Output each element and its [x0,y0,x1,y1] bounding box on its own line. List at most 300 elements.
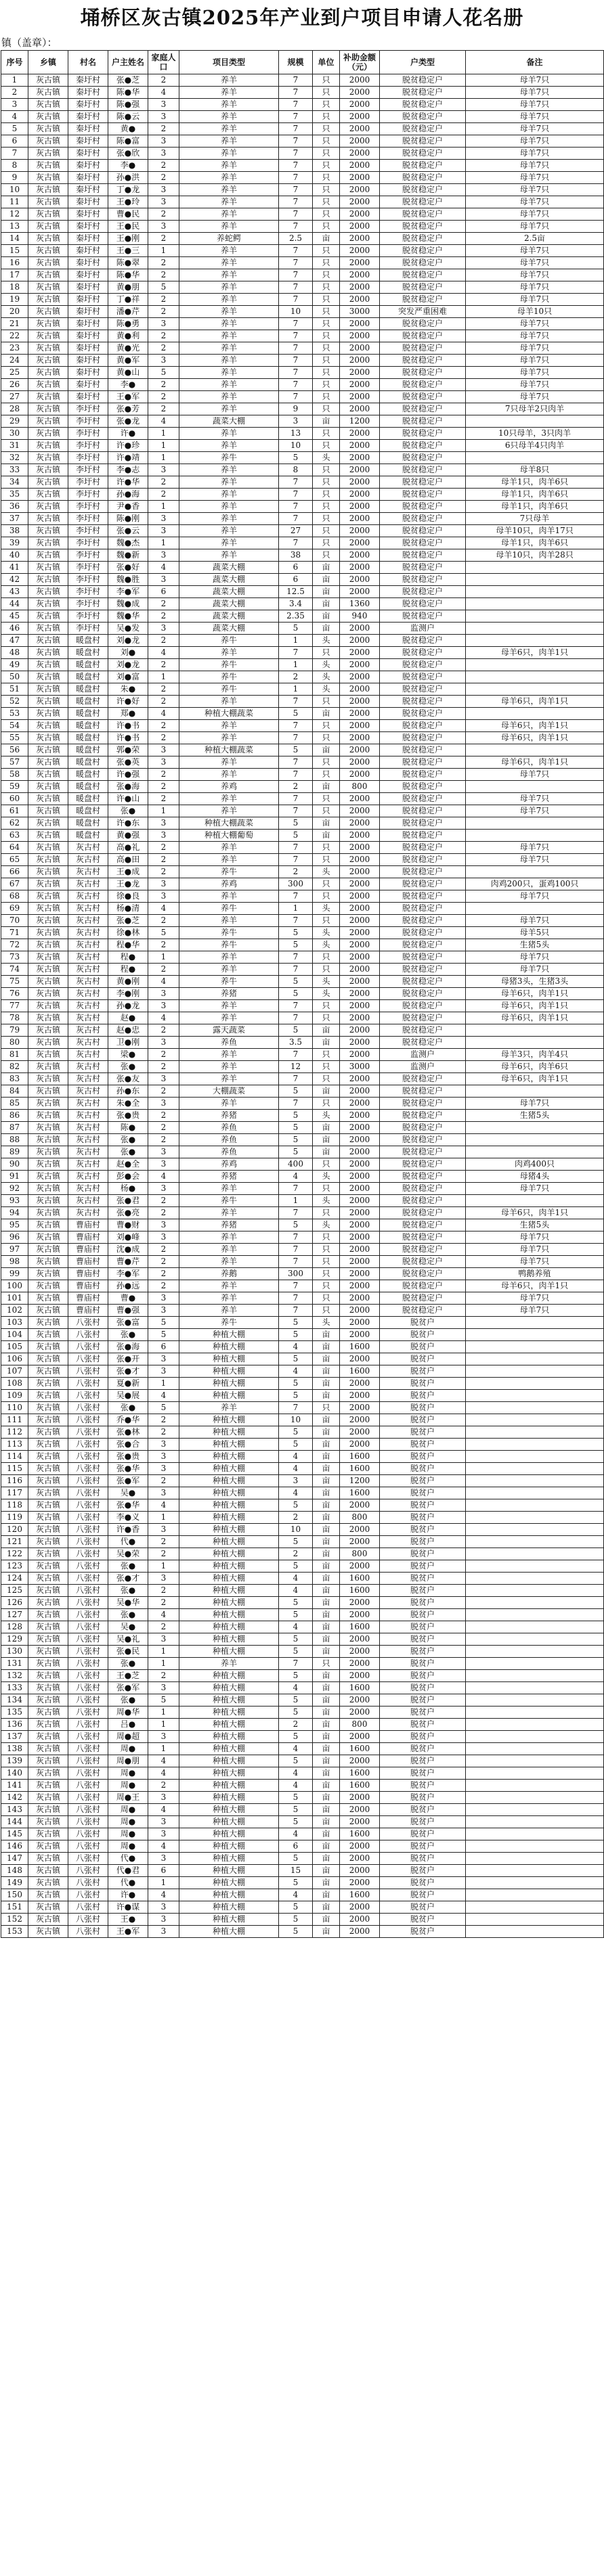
col-index-cell: 87 [1,1122,28,1134]
col-family-size-cell: 4 [148,1755,179,1767]
col-village-cell: 曹庙村 [68,1280,108,1292]
col-householder-cell: 彭●会 [108,1171,148,1183]
col-town-cell: 灰古镇 [28,1280,68,1292]
col-scale-cell: 5 [279,1353,313,1365]
col-index-cell: 122 [1,1548,28,1560]
col-subsidy-cell: 1600 [340,1341,380,1353]
col-project-type-cell: 种植大棚 [179,1341,279,1353]
col-householder-cell: 周●王 [108,1792,148,1804]
col-town-cell: 灰古镇 [28,1353,68,1365]
col-project-type-cell: 蔬菜大棚 [179,574,279,586]
col-unit-cell: 亩 [313,830,340,842]
col-subsidy-cell: 2000 [340,74,380,87]
col-project-type-cell: 养羊 [179,306,279,318]
col-householder-cell: 张●海 [108,1341,148,1353]
col-index-cell: 81 [1,1049,28,1061]
table-row [1,1317,604,1329]
col-village-cell: 李圩村 [68,403,108,415]
col-unit-cell: 亩 [313,1439,340,1451]
col-index-cell: 61 [1,805,28,817]
col-remarks-cell: 母猪3头，生猪3头 [466,976,604,988]
col-index-cell: 46 [1,623,28,635]
col-subsidy-cell: 2000 [340,1901,380,1914]
col-scale-cell: 4 [279,1365,313,1378]
col-householder-cell: 吕● [108,1719,148,1731]
col-subsidy-cell: 2000 [340,1731,380,1743]
col-project-type-cell: 种植大棚 [179,1439,279,1451]
col-householder-cell: 陈●华 [108,269,148,281]
col-family-size-cell: 3 [148,623,179,635]
col-unit-cell: 只 [313,221,340,233]
col-village-cell: 秦圩村 [68,99,108,111]
col-project-type-cell: 种植大棚 [179,1329,279,1341]
col-family-size-cell: 3 [148,549,179,562]
col-index-cell: 16 [1,257,28,269]
col-village-cell: 灰古村 [68,890,108,903]
col-family-size-cell: 2 [148,269,179,281]
col-unit-cell: 亩 [313,1353,340,1365]
col-project-type-cell: 养羊 [179,367,279,379]
col-scale-cell: 7 [279,1256,313,1268]
table-row [1,1512,604,1524]
col-unit-cell: 只 [313,1012,340,1024]
table-row [1,1621,604,1633]
col-householder-cell: 张● [108,1658,148,1670]
col-subsidy-cell: 1600 [340,1889,380,1901]
col-householder-cell: 张●芝 [108,74,148,87]
col-scale-cell: 7 [279,1231,313,1244]
col-town-cell: 灰古镇 [28,1853,68,1865]
col-index-cell: 42 [1,574,28,586]
col-project-type-cell: 种植大棚 [179,1390,279,1402]
col-project-type-cell: 养牛 [179,927,279,939]
col-project-type-cell: 养羊 [179,769,279,781]
col-town-cell: 灰古镇 [28,1134,68,1146]
col-village-cell: 灰古村 [68,951,108,964]
table-row [1,1414,604,1426]
col-householder-cell: 赵●忠 [108,1024,148,1037]
col-household-type-cell: 脱贫稳定户 [380,184,466,196]
col-householder-cell: 刘●龙 [108,659,148,671]
col-unit-cell: 亩 [313,1085,340,1098]
col-index-cell: 95 [1,1219,28,1231]
col-project-type-cell: 养羊 [179,464,279,476]
col-remarks-cell: 母羊7只 [466,1098,604,1110]
table-row [1,793,604,805]
col-subsidy-cell: 2000 [340,367,380,379]
col-town-cell: 灰古镇 [28,111,68,123]
col-family-size-cell: 4 [148,647,179,659]
col-village-cell: 暖盘村 [68,708,108,720]
col-scale-cell: 5 [279,1597,313,1609]
col-household-type-cell: 脱贫户 [380,1804,466,1816]
col-town-cell: 灰古镇 [28,1804,68,1816]
col-unit-cell: 亩 [313,1926,340,1938]
table-row [1,355,604,367]
table-row [1,1073,604,1085]
col-scale-cell: 3.4 [279,598,313,610]
table-row [1,805,604,817]
col-unit-cell: 只 [313,1658,340,1670]
col-household-type-cell: 脱贫稳定户 [380,148,466,160]
col-index-cell: 96 [1,1231,28,1244]
col-project-type-cell: 养羊 [179,1292,279,1305]
col-scale-cell: 4 [279,1451,313,1463]
table-row [1,1024,604,1037]
col-household-type-cell: 脱贫稳定户 [380,342,466,355]
col-village-cell: 灰古村 [68,1085,108,1098]
col-town-cell: 灰古镇 [28,866,68,878]
col-family-size-cell: 2 [148,915,179,927]
col-householder-cell: 许●香 [108,1524,148,1536]
col-project-type-cell: 种植大棚蔬菜 [179,708,279,720]
col-village-cell: 八张村 [68,1707,108,1719]
col-index-cell: 90 [1,1158,28,1171]
col-subsidy-cell: 2000 [340,574,380,586]
col-householder-cell: 黄●军 [108,355,148,367]
col-scale-cell: 1 [279,635,313,647]
col-remarks-cell: 母羊6只，肉羊1只 [466,988,604,1000]
col-subsidy-cell: 2000 [340,428,380,440]
col-remarks-cell [466,574,604,586]
col-scale-cell: 2.35 [279,610,313,623]
col-index-cell: 114 [1,1451,28,1463]
table-row [1,683,604,696]
col-remarks-cell: 母羊6只，肉羊6只 [466,1061,604,1073]
col-unit-cell: 只 [313,951,340,964]
col-householder-cell: 许● [108,428,148,440]
col-project-type-cell: 养羊 [179,842,279,854]
col-town-cell: 灰古镇 [28,1098,68,1110]
col-scale-cell: 12 [279,1061,313,1073]
col-subsidy-cell: 2000 [340,586,380,598]
col-household-type-cell: 脱贫户 [380,1670,466,1682]
col-index-cell: 10 [1,184,28,196]
col-household-type-cell: 脱贫稳定户 [380,574,466,586]
col-project-type-cell: 养羊 [179,294,279,306]
col-household-type-cell: 脱贫稳定户 [380,732,466,744]
col-unit-cell: 头 [313,1195,340,1207]
col-householder-cell: 张●才 [108,1573,148,1585]
table-row [1,440,604,452]
col-remarks-cell: 母羊7只 [466,196,604,208]
col-subsidy-cell: 2000 [340,318,380,330]
col-unit-cell: 只 [313,793,340,805]
col-village-cell: 八张村 [68,1804,108,1816]
col-village-cell: 秦圩村 [68,342,108,355]
col-subsidy-cell: 2000 [340,805,380,817]
col-unit-cell: 亩 [313,1889,340,1901]
col-family-size-cell: 3 [148,1292,179,1305]
col-village-cell: 秦圩村 [68,281,108,294]
col-town-cell: 灰古镇 [28,562,68,574]
table-row [1,537,604,549]
col-scale-cell: 7 [279,854,313,866]
col-project-type-cell: 养猪 [179,1110,279,1122]
col-village-cell: 灰古村 [68,1207,108,1219]
col-subsidy-cell: 2000 [340,294,380,306]
col-subsidy-cell: 2000 [340,208,380,221]
col-scale-cell: 15 [279,1865,313,1877]
header-col-project-type: 项目类型 [179,51,279,74]
col-unit-cell: 只 [313,281,340,294]
col-household-type-cell: 脱贫户 [380,1439,466,1451]
col-household-type-cell: 脱贫稳定户 [380,647,466,659]
col-village-cell: 秦圩村 [68,257,108,269]
col-subsidy-cell: 2000 [340,1146,380,1158]
col-remarks-cell: 7只母羊2只肉羊 [466,403,604,415]
col-index-cell: 88 [1,1134,28,1146]
col-village-cell: 八张村 [68,1475,108,1487]
col-remarks-cell: 母羊7只 [466,1183,604,1195]
col-remarks-cell [466,452,604,464]
table-row [1,1804,604,1816]
col-village-cell: 暖盘村 [68,647,108,659]
col-village-cell: 八张村 [68,1585,108,1597]
col-town-cell: 灰古镇 [28,817,68,830]
col-remarks-cell [466,635,604,647]
col-family-size-cell: 3 [148,890,179,903]
col-index-cell: 55 [1,732,28,744]
col-project-type-cell: 养牛 [179,976,279,988]
col-town-cell: 灰古镇 [28,1512,68,1524]
col-householder-cell: 张● [108,1694,148,1707]
col-subsidy-cell: 2000 [340,1110,380,1122]
col-unit-cell: 只 [313,1158,340,1171]
col-householder-cell: 王●龙 [108,878,148,890]
col-village-cell: 灰古村 [68,1110,108,1122]
col-project-type-cell: 种植大棚 [179,1840,279,1853]
col-unit-cell: 只 [313,1207,340,1219]
col-householder-cell: 魏●华 [108,610,148,623]
col-town-cell: 灰古镇 [28,464,68,476]
col-householder-cell: 代● [108,1877,148,1889]
col-unit-cell: 只 [313,342,340,355]
col-householder-cell: 许●谋 [108,1901,148,1914]
col-householder-cell: 王●三 [108,245,148,257]
table-row [1,1609,604,1621]
col-project-type-cell: 养羊 [179,525,279,537]
col-project-type-cell: 养羊 [179,732,279,744]
col-household-type-cell: 脱贫户 [380,1609,466,1621]
col-remarks-cell [466,1475,604,1487]
table-row [1,87,604,99]
col-householder-cell: 张●友 [108,1073,148,1085]
col-index-cell: 86 [1,1110,28,1122]
col-subsidy-cell: 2000 [340,1353,380,1365]
col-village-cell: 八张村 [68,1463,108,1475]
col-family-size-cell: 2 [148,160,179,172]
col-index-cell: 113 [1,1439,28,1451]
table-row [1,391,604,403]
col-household-type-cell: 脱贫稳定户 [380,1085,466,1098]
col-unit-cell: 只 [313,184,340,196]
col-village-cell: 八张村 [68,1560,108,1573]
col-family-size-cell: 1 [148,1877,179,1889]
col-unit-cell: 亩 [313,1390,340,1402]
document-title: 埇桥区灰古镇2025年产业到户项目申请人花名册 [80,6,524,29]
col-householder-cell: 吴●华 [108,1597,148,1609]
col-village-cell: 李圩村 [68,452,108,464]
col-index-cell: 35 [1,489,28,501]
col-index-cell: 93 [1,1195,28,1207]
col-village-cell: 八张村 [68,1731,108,1743]
col-village-cell: 八张村 [68,1840,108,1853]
col-subsidy-cell: 2000 [340,1378,380,1390]
col-family-size-cell: 3 [148,1914,179,1926]
col-household-type-cell: 脱贫户 [380,1658,466,1670]
col-index-cell: 34 [1,476,28,489]
col-remarks-cell [466,1524,604,1536]
col-household-type-cell: 监测户 [380,623,466,635]
col-index-cell: 105 [1,1341,28,1353]
col-household-type-cell: 脱贫户 [380,1853,466,1865]
col-householder-cell: 刘●龙 [108,635,148,647]
col-scale-cell: 7 [279,1305,313,1317]
header-col-village: 村名 [68,51,108,74]
col-unit-cell: 亩 [313,1134,340,1146]
col-family-size-cell: 2 [148,294,179,306]
col-householder-cell: 杨● [108,1183,148,1195]
col-remarks-cell [466,1646,604,1658]
col-scale-cell: 7 [279,769,313,781]
col-remarks-cell [466,1426,604,1439]
col-scale-cell: 5 [279,1329,313,1341]
col-householder-cell: 郭●荣 [108,744,148,756]
col-project-type-cell: 种植大棚 [179,1682,279,1694]
col-project-type-cell: 养羊 [179,245,279,257]
col-family-size-cell: 2 [148,781,179,793]
col-town-cell: 灰古镇 [28,123,68,135]
col-town-cell: 灰古镇 [28,184,68,196]
col-town-cell: 灰古镇 [28,744,68,756]
col-project-type-cell: 养羊 [179,148,279,160]
col-family-size-cell: 1 [148,1743,179,1755]
col-subsidy-cell: 2000 [340,1012,380,1024]
col-family-size-cell: 2 [148,1280,179,1292]
col-index-cell: 136 [1,1719,28,1731]
col-unit-cell: 亩 [313,1414,340,1426]
col-remarks-cell: 母羊5只 [466,927,604,939]
col-subsidy-cell: 2000 [340,1317,380,1329]
col-project-type-cell: 养羊 [179,720,279,732]
col-index-cell: 71 [1,927,28,939]
col-subsidy-cell: 2000 [340,1195,380,1207]
col-project-type-cell: 种植大棚 [179,1548,279,1560]
col-index-cell: 76 [1,988,28,1000]
table-row [1,1682,604,1694]
col-scale-cell: 5 [279,1499,313,1512]
col-unit-cell: 只 [313,1183,340,1195]
col-scale-cell: 7 [279,172,313,184]
col-household-type-cell: 脱贫稳定户 [380,549,466,562]
table-row [1,1670,604,1682]
col-family-size-cell: 2 [148,123,179,135]
col-remarks-cell [466,1499,604,1512]
col-scale-cell: 5 [279,623,313,635]
col-village-cell: 曹庙村 [68,1244,108,1256]
col-family-size-cell: 3 [148,1305,179,1317]
col-household-type-cell: 脱贫稳定户 [380,87,466,99]
col-householder-cell: 周●朋 [108,1755,148,1767]
col-subsidy-cell: 2000 [340,489,380,501]
col-householder-cell: 曹●财 [108,1219,148,1231]
col-household-type-cell: 脱贫户 [380,1914,466,1926]
col-household-type-cell: 脱贫户 [380,1901,466,1914]
col-remarks-cell: 母羊7只 [466,805,604,817]
col-unit-cell: 亩 [313,1646,340,1658]
col-town-cell: 灰古镇 [28,976,68,988]
col-subsidy-cell: 2000 [340,1292,380,1305]
col-remarks-cell: 母羊7只 [466,160,604,172]
col-subsidy-cell: 2000 [340,744,380,756]
col-family-size-cell: 3 [148,1037,179,1049]
col-scale-cell: 7 [279,964,313,976]
col-subsidy-cell: 3000 [340,1061,380,1073]
col-family-size-cell: 3 [148,1219,179,1231]
table-row [1,452,604,464]
col-subsidy-cell: 800 [340,1512,380,1524]
col-village-cell: 李圩村 [68,513,108,525]
col-project-type-cell: 种植大棚 [179,1755,279,1767]
col-scale-cell: 6 [279,1840,313,1853]
col-family-size-cell: 2 [148,720,179,732]
col-index-cell: 15 [1,245,28,257]
col-project-type-cell: 蔬菜大棚 [179,623,279,635]
col-household-type-cell: 脱贫户 [380,1926,466,1938]
col-subsidy-cell: 2000 [340,1305,380,1317]
col-project-type-cell: 种植大棚 [179,1524,279,1536]
col-household-type-cell: 脱贫稳定户 [380,257,466,269]
col-index-cell: 68 [1,890,28,903]
col-unit-cell: 只 [313,367,340,379]
col-village-cell: 灰古村 [68,976,108,988]
col-index-cell: 138 [1,1743,28,1755]
col-subsidy-cell: 2000 [340,1244,380,1256]
col-household-type-cell: 脱贫稳定户 [380,172,466,184]
col-town-cell: 灰古镇 [28,1707,68,1719]
col-unit-cell: 只 [313,160,340,172]
col-unit-cell: 只 [313,403,340,415]
col-scale-cell: 7 [279,951,313,964]
col-family-size-cell: 3 [148,1073,179,1085]
col-unit-cell: 亩 [313,1597,340,1609]
col-family-size-cell: 1 [148,1719,179,1731]
col-town-cell: 灰古镇 [28,1171,68,1183]
col-unit-cell: 亩 [313,1731,340,1743]
col-family-size-cell: 3 [148,148,179,160]
col-householder-cell: 魏●杰 [108,537,148,549]
col-project-type-cell: 养羊 [179,1012,279,1024]
col-village-cell: 八张村 [68,1901,108,1914]
col-index-cell: 69 [1,903,28,915]
col-village-cell: 八张村 [68,1646,108,1658]
table-row [1,1049,604,1061]
col-village-cell: 八张村 [68,1755,108,1767]
col-project-type-cell: 养羊 [179,257,279,269]
col-subsidy-cell: 2000 [340,659,380,671]
col-unit-cell: 只 [313,1402,340,1414]
col-index-cell: 74 [1,964,28,976]
col-town-cell: 灰古镇 [28,805,68,817]
table-row [1,1573,604,1585]
col-subsidy-cell: 1600 [340,1365,380,1378]
col-scale-cell: 5 [279,1560,313,1573]
col-town-cell: 灰古镇 [28,476,68,489]
col-subsidy-cell: 1600 [340,1780,380,1792]
col-family-size-cell: 3 [148,1901,179,1914]
col-unit-cell: 头 [313,1317,340,1329]
